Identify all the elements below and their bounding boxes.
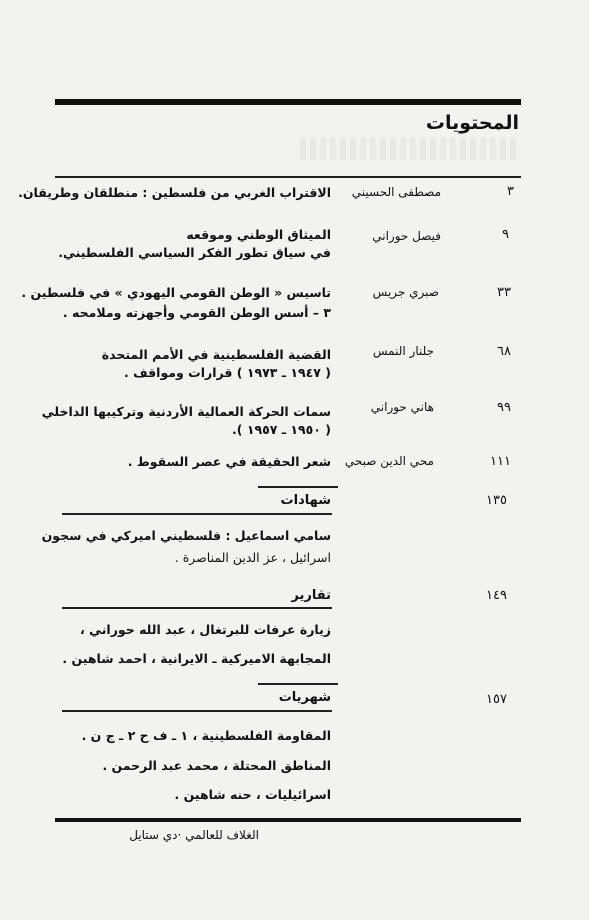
entry-author: محي الدين صبحي <box>344 454 434 468</box>
entry-author: صبري جريس <box>372 285 439 299</box>
section-heading: شهادات <box>280 493 331 508</box>
page-title: المحتويات <box>425 112 519 134</box>
entry-title-line: القضية الفلسطينية في الأمم المتحدة <box>101 347 331 362</box>
section-line: المقاومة الفلسطينية ، ١ ـ ف ح ٢ ـ ج ن . <box>81 728 331 743</box>
entry-title-line: ٣ – أسس الوطن القومي وأجهزته وملامحه . <box>62 305 331 320</box>
entry-page-number: ١١١ <box>490 454 511 469</box>
section-underline <box>62 607 332 609</box>
entry-title-line: الميثاق الوطني وموقعه <box>186 227 331 242</box>
section-page-number: ١٤٩ <box>486 588 507 603</box>
entry-title-line: ( ١٩٥٠ ـ ١٩٥٧ ). <box>232 422 331 437</box>
section-rule <box>258 683 338 685</box>
title-rule <box>55 176 521 178</box>
section-line: المناطق المحتلة ، محمد عبد الرحمن . <box>102 758 331 773</box>
entry-title-line: تاسيس « الوطن القومي اليهودي » في فلسطين . <box>21 285 331 300</box>
entry-title-line: الاقتراب الغربي من فلسطين : منطلقان وطريقان. <box>18 185 331 200</box>
section-line: اسرائيليات ، حنه شاهين . <box>174 787 331 802</box>
section-line: سامي اسماعيل : فلسطيني اميركي في سجون <box>41 528 331 543</box>
entry-page-number: ٣ <box>507 184 514 199</box>
entry-page-number: ٩٩ <box>497 400 511 415</box>
section-line: المجابهة الاميركية ـ الايرانية ، احمد شاهين . <box>62 651 331 666</box>
entry-author: فيصل حوراني <box>372 229 441 243</box>
bottom-rule <box>55 818 521 822</box>
section-line: اسرائيل ، عز الدين المناصرة . <box>174 550 331 565</box>
section-page-number: ١٥٧ <box>486 692 507 707</box>
entry-title-line: ( ١٩٤٧ ـ ١٩٧٣ ) قرارات ومواقف . <box>124 365 331 380</box>
entry-title-line: في سياق تطور الفكر السياسي الفلسطيني. <box>58 245 331 260</box>
section-underline <box>62 710 332 712</box>
entry-page-number: ٣٣ <box>497 285 511 300</box>
entry-page-number: ٩ <box>502 227 509 242</box>
entry-page-number: ٦٨ <box>497 344 511 359</box>
entry-author: مصطفى الحسيني <box>351 185 441 199</box>
entry-title-line: شعر الحقيقة في عصر السقوط . <box>127 454 331 469</box>
section-line: زيارة عرفات للبرتغال ، عبد الله حوراني ، <box>79 622 331 637</box>
cover-credit: الغلاف للعالمي ·دي ستايل <box>129 828 259 842</box>
section-underline <box>62 513 332 515</box>
bleed-through-decoration <box>300 138 520 160</box>
section-heading: تقارير <box>291 588 331 603</box>
section-page-number: ١٣٥ <box>486 493 507 508</box>
entry-author: هاني حوراني <box>370 400 434 414</box>
entry-author: جلنار النمس <box>372 344 434 358</box>
top-rule <box>55 99 521 105</box>
section-heading: شهريات <box>278 690 331 705</box>
section-rule <box>258 486 338 488</box>
entry-title-line: سمات الحركة العمالية الأردنية وتركيبها الداخلي <box>41 404 331 419</box>
